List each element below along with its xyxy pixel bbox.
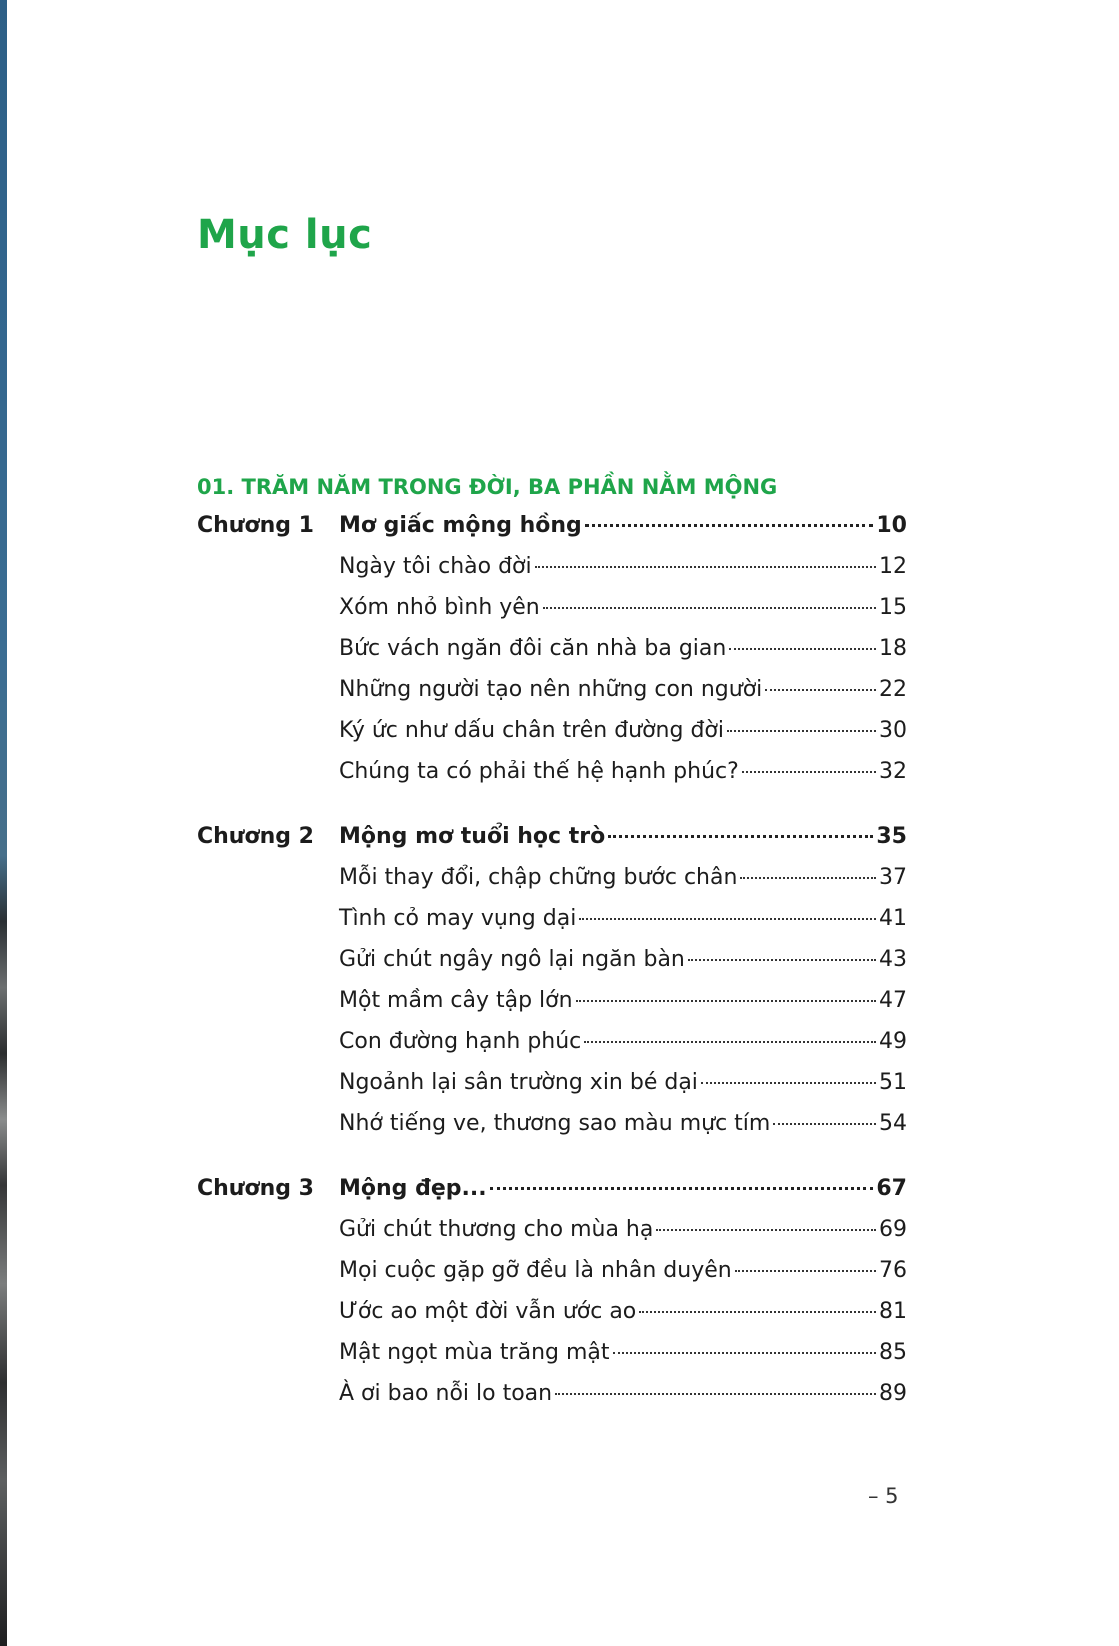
toc-entry[interactable] [197,1217,907,1258]
dot-leader [729,648,876,650]
entry-title: Con đường hạnh phúc [339,1029,582,1054]
dot-leader [765,689,876,691]
chapter-heading-row[interactable] [197,824,907,865]
page-ref: 35 [876,824,907,849]
entry-title: À ơi bao nỗi lo toan [339,1381,553,1406]
page-ref: 54 [879,1111,907,1136]
page-ref: 89 [879,1381,907,1406]
page-ref: 18 [879,636,907,661]
entry-title: Ngoảnh lại sân trường xin bé dại [339,1070,698,1095]
chapter-label: Chương 3 [197,1176,314,1201]
chapter-heading-row[interactable] [197,513,907,554]
page-ref: 37 [879,865,907,890]
page-ref: 43 [879,947,907,972]
page-number: – 5 [868,1484,899,1508]
toc-entry[interactable] [197,636,907,677]
entry-title: Mật ngọt mùa trăng mật [339,1340,610,1365]
toc-entry[interactable] [197,988,907,1029]
entry-title: Một mầm cây tập lớn [339,988,573,1013]
entry-title: Chúng ta có phải thế hệ hạnh phúc? [339,759,739,784]
entry-title: Gửi chút ngây ngô lại ngăn bàn [339,947,685,972]
dot-leader [742,771,876,773]
chapter-title: Mộng đẹp... [339,1176,487,1201]
page-ref: 67 [876,1176,907,1201]
page-ref: 76 [879,1258,907,1283]
page-ref: 32 [879,759,907,784]
dot-leader [543,607,876,609]
dot-leader [727,730,876,732]
dot-leader [535,566,876,568]
page-ref: 47 [879,988,907,1013]
dot-leader [773,1123,876,1125]
dot-leader [735,1270,876,1272]
chapter-title: Mơ giấc mộng hồng [339,513,582,538]
toc-entry[interactable] [197,1258,907,1299]
entry-title: Ngày tôi chào đời [339,554,532,579]
dot-leader [555,1393,876,1395]
dot-leader [701,1082,876,1084]
entry-title: Mọi cuộc gặp gỡ đều là nhân duyên [339,1258,732,1283]
dot-leader [608,835,873,838]
toc-entry[interactable] [197,1299,907,1340]
dot-leader [688,959,876,961]
page-ref: 81 [879,1299,907,1324]
toc-entry[interactable] [197,595,907,636]
adjacent-page-edge [0,0,7,1646]
entry-title: Mỗi thay đổi, chập chững bước chân [339,865,738,890]
toc-entry[interactable] [197,554,907,595]
entry-title: Ký ức như dấu chân trên đường đời [339,718,724,743]
toc-entry[interactable] [197,1381,907,1422]
page-ref: 85 [879,1340,907,1365]
entry-title: Xóm nhỏ bình yên [339,595,540,620]
dot-leader [579,918,876,920]
toc-entry[interactable] [197,906,907,947]
page-ref: 49 [879,1029,907,1054]
dot-leader [639,1311,876,1313]
toc-entry[interactable] [197,947,907,988]
chapter-title: Mộng mơ tuổi học trò [339,824,606,849]
toc-entry[interactable] [197,1070,907,1111]
page-ref: 41 [879,906,907,931]
toc-entry[interactable] [197,1029,907,1070]
dot-leader [584,1041,876,1043]
entry-title: Bức vách ngăn đôi căn nhà ba gian [339,636,727,661]
chapter-2 [197,824,907,1152]
page-ref: 15 [879,595,907,620]
page-title: Mục lục [197,212,373,258]
entry-title: Nhớ tiếng ve, thương sao màu mực tím [339,1111,771,1136]
chapter-1 [197,513,907,800]
table-of-contents [197,513,907,1446]
part-heading: 01. TRĂM NĂM TRONG ĐỜI, BA PHẦN NẰM MỘNG [197,475,778,499]
page-ref: 22 [879,677,907,702]
entry-title: Gửi chút thương cho mùa hạ [339,1217,654,1242]
chapter-label: Chương 1 [197,513,314,538]
toc-entry[interactable] [197,1340,907,1381]
page-ref: 10 [876,513,907,538]
toc-entry[interactable] [197,759,907,800]
dot-leader [576,1000,876,1002]
entry-title: Những người tạo nên những con người [339,677,763,702]
toc-entry[interactable] [197,1111,907,1152]
entry-title: Tình cỏ may vụng dại [339,906,577,931]
chapter-heading-row[interactable] [197,1176,907,1217]
dot-leader [613,1352,876,1354]
page-ref: 69 [879,1217,907,1242]
page-ref: 51 [879,1070,907,1095]
page-ref: 12 [879,554,907,579]
dot-leader [740,877,876,879]
chapter-3 [197,1176,907,1422]
page-ref: 30 [879,718,907,743]
entry-title: Ước ao một đời vẫn ước ao [339,1299,637,1324]
toc-entry[interactable] [197,718,907,759]
toc-entry[interactable] [197,865,907,906]
chapter-label: Chương 2 [197,824,314,849]
dot-leader [585,524,874,527]
dot-leader [656,1229,876,1231]
toc-entry[interactable] [197,677,907,718]
dot-leader [490,1187,874,1190]
